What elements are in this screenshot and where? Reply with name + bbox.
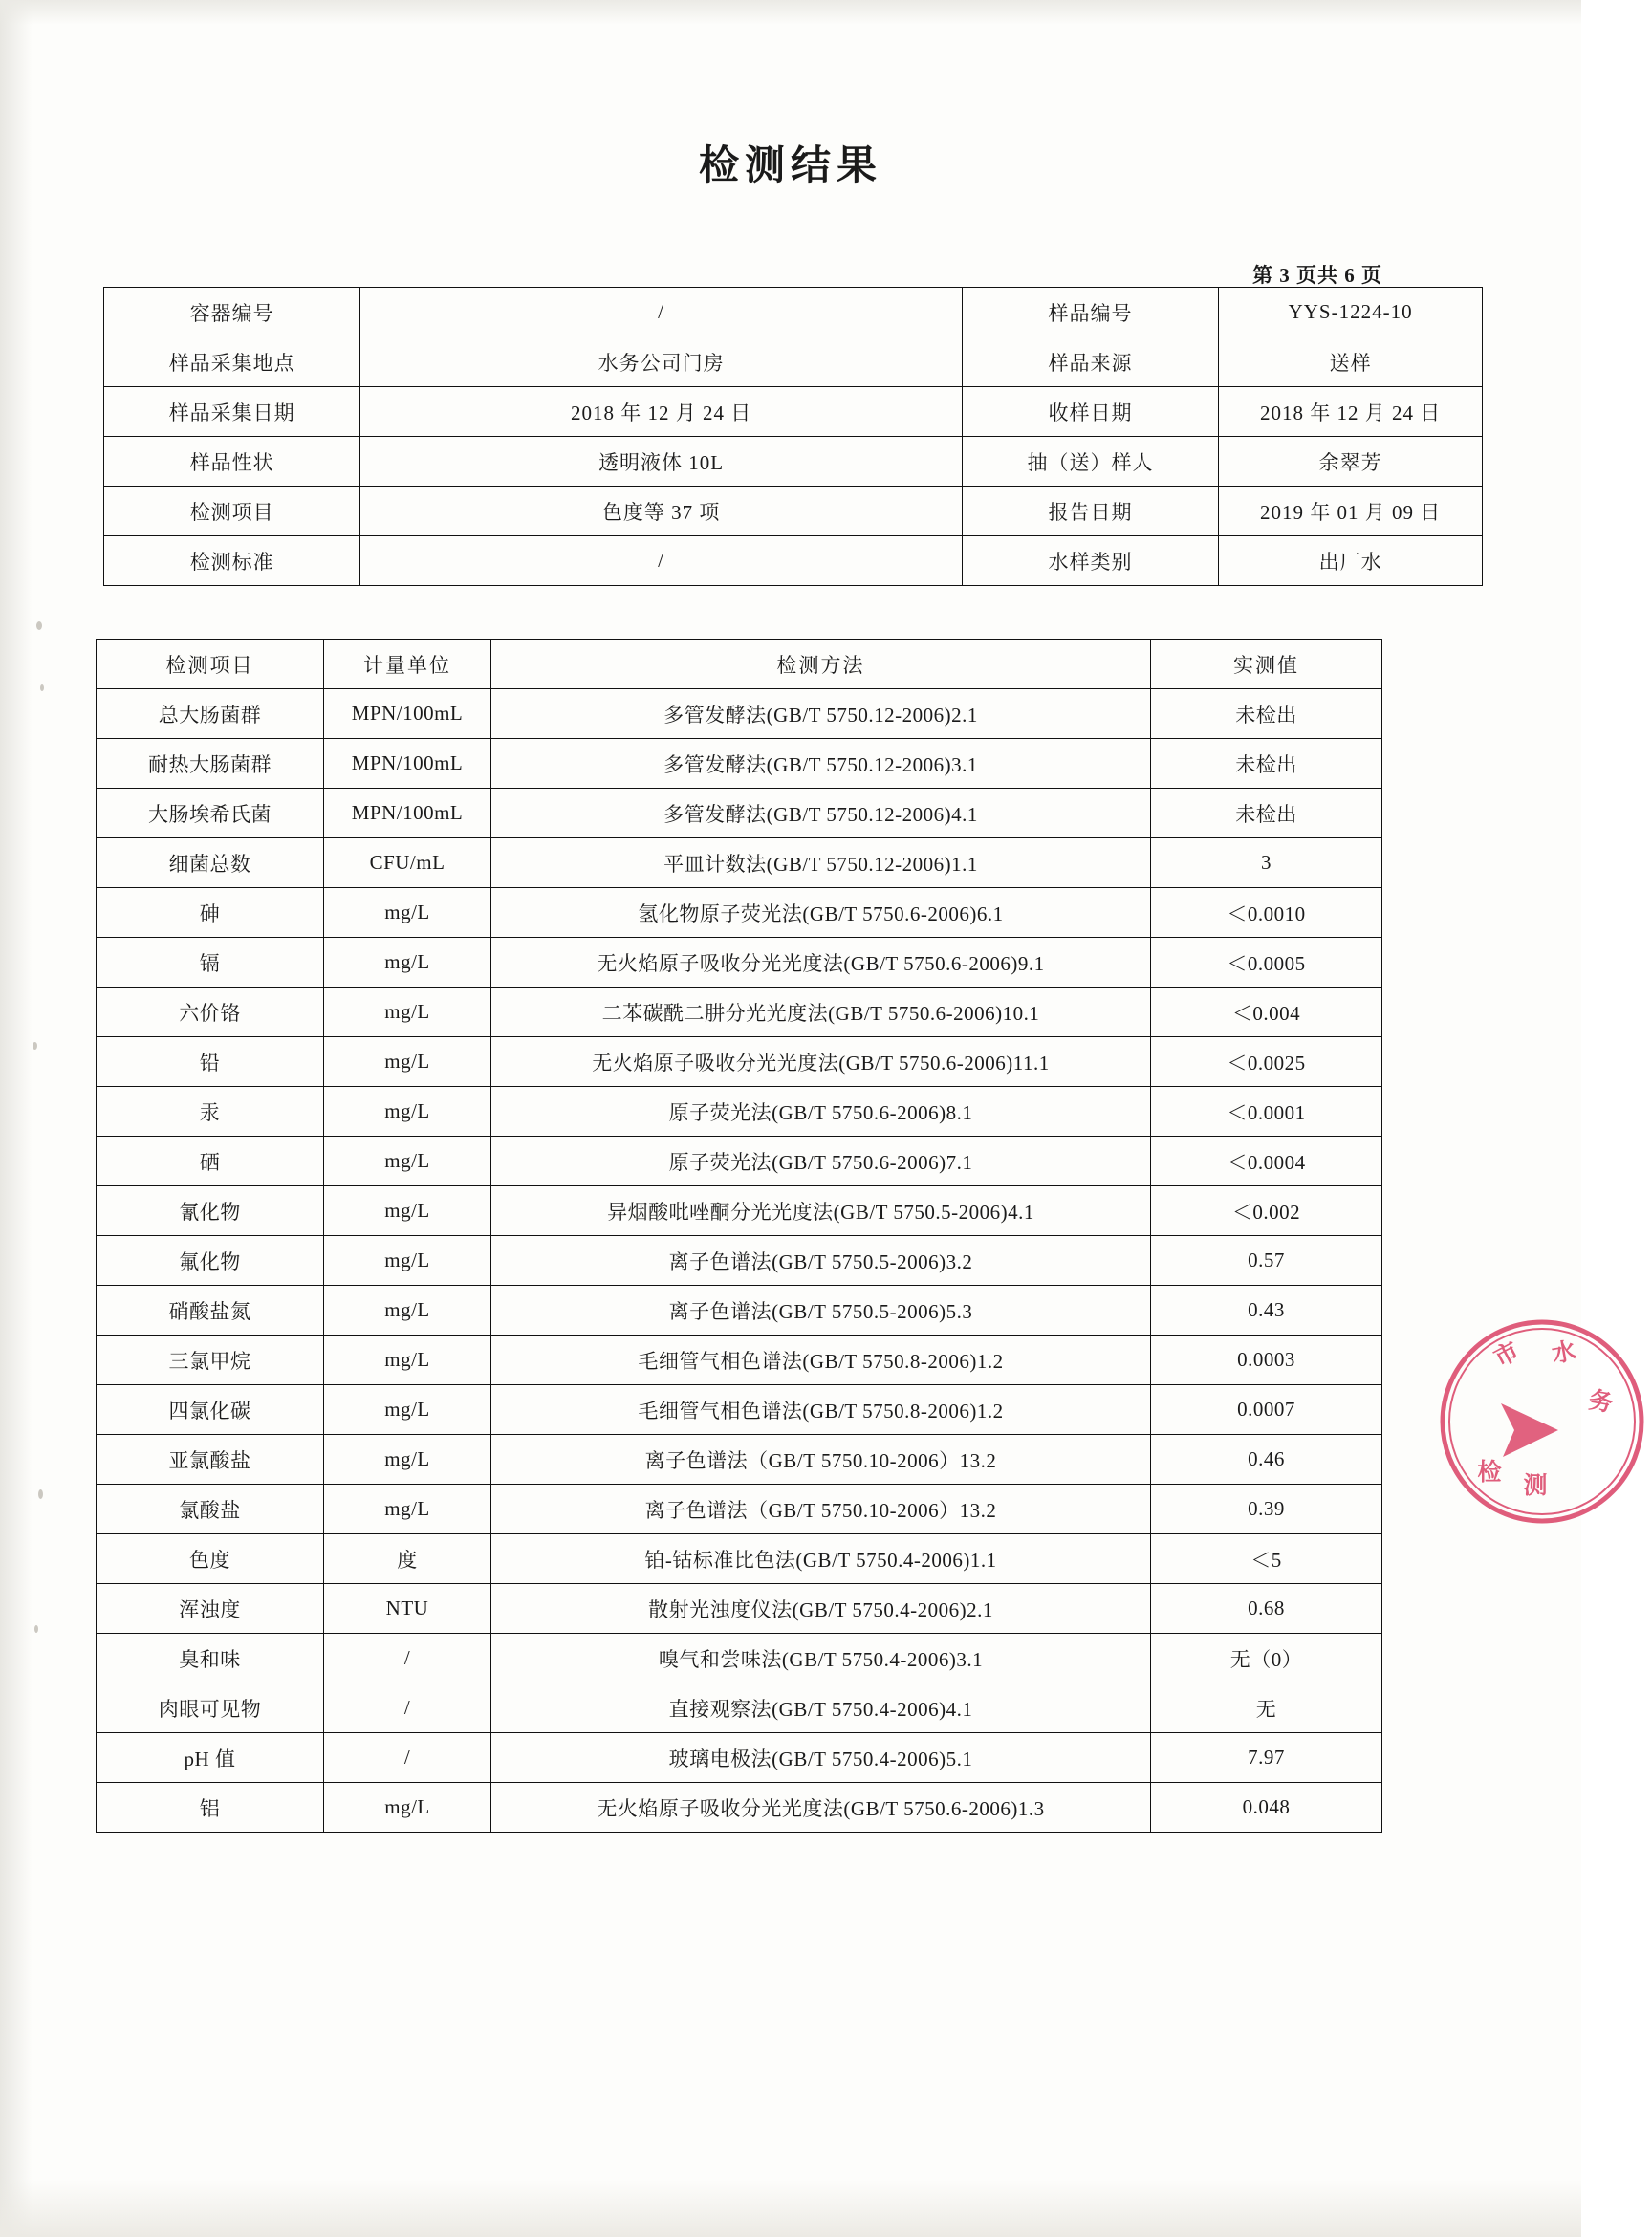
result-unit: mg/L — [324, 938, 491, 988]
table-row — [104, 536, 1483, 586]
scan-edge-top — [0, 0, 1581, 25]
result-item: 大肠埃希氏菌 — [97, 789, 324, 838]
table-row — [97, 888, 1382, 938]
result-item: 六价铬 — [97, 988, 324, 1037]
result-item: 臭和味 — [97, 1634, 324, 1683]
info-value: 透明液体 10L — [360, 437, 962, 487]
column-header-unit: 计量单位 — [324, 640, 491, 689]
result-unit: 度 — [324, 1534, 491, 1584]
result-unit: MPN/100mL — [324, 689, 491, 739]
result-value: 0.68 — [1151, 1584, 1382, 1634]
result-value: 无（0） — [1151, 1634, 1382, 1683]
table-row — [97, 1783, 1382, 1833]
result-value: 未检出 — [1151, 739, 1382, 789]
result-value: 0.46 — [1151, 1435, 1382, 1485]
result-value: 0.43 — [1151, 1286, 1382, 1336]
table-row — [97, 1137, 1382, 1186]
svg-text:务: 务 — [1586, 1385, 1616, 1418]
result-method: 离子色谱法(GB/T 5750.5-2006)5.3 — [491, 1286, 1151, 1336]
table-row — [97, 689, 1382, 739]
result-value: 7.97 — [1151, 1733, 1382, 1783]
scan-edge-bottom — [0, 2180, 1581, 2237]
info-label: 样品性状 — [104, 437, 360, 487]
table-row — [97, 838, 1382, 888]
result-method: 无火焰原子吸收分光光度法(GB/T 5750.6-2006)9.1 — [491, 938, 1151, 988]
official-seal-stamp — [1432, 1312, 1652, 1531]
result-unit: / — [324, 1683, 491, 1733]
result-unit: mg/L — [324, 1236, 491, 1286]
table-row — [97, 1087, 1382, 1137]
result-unit: mg/L — [324, 1485, 491, 1534]
info-label: 样品采集地点 — [104, 337, 360, 387]
result-item: 氰化物 — [97, 1186, 324, 1236]
result-item: 铅 — [97, 1037, 324, 1087]
result-unit: MPN/100mL — [324, 789, 491, 838]
result-method: 直接观察法(GB/T 5750.4-2006)4.1 — [491, 1683, 1151, 1733]
table-row — [97, 789, 1382, 838]
result-item: 砷 — [97, 888, 324, 938]
result-method: 离子色谱法（GB/T 5750.10-2006）13.2 — [491, 1485, 1151, 1534]
table-row — [97, 1485, 1382, 1534]
result-value: ＜5 — [1151, 1534, 1382, 1584]
result-method: 平皿计数法(GB/T 5750.12-2006)1.1 — [491, 838, 1151, 888]
result-value: ＜0.0010 — [1151, 888, 1382, 938]
info-label: 检测标准 — [104, 536, 360, 586]
result-method: 异烟酸吡唑酮分光光度法(GB/T 5750.5-2006)4.1 — [491, 1186, 1151, 1236]
info-value: / — [360, 288, 962, 337]
table-row — [97, 1336, 1382, 1385]
table-row — [97, 1385, 1382, 1435]
result-method: 多管发酵法(GB/T 5750.12-2006)2.1 — [491, 689, 1151, 739]
table-row — [97, 1534, 1382, 1584]
page-indicator: 第 3 页共 6 页 — [1252, 264, 1382, 287]
info-value: 2018 年 12 月 24 日 — [360, 387, 962, 437]
result-unit: NTU — [324, 1584, 491, 1634]
sample-info-table — [103, 287, 1483, 586]
result-method: 离子色谱法（GB/T 5750.10-2006）13.2 — [491, 1435, 1151, 1485]
page-title: 检测结果 — [698, 141, 882, 188]
table-row — [97, 1733, 1382, 1783]
result-method: 二苯碳酰二肼分光光度法(GB/T 5750.6-2006)10.1 — [491, 988, 1151, 1037]
info-label: 检测项目 — [104, 487, 360, 536]
result-unit: mg/L — [324, 1336, 491, 1385]
result-value: 无 — [1151, 1683, 1382, 1733]
result-item: 色度 — [97, 1534, 324, 1584]
result-item: 硝酸盐氮 — [97, 1286, 324, 1336]
info-value: 水务公司门房 — [360, 337, 962, 387]
result-value: 0.0003 — [1151, 1336, 1382, 1385]
info-value: 2018 年 12 月 24 日 — [1219, 387, 1483, 437]
svg-text:测: 测 — [1523, 1471, 1548, 1499]
result-item: 硒 — [97, 1137, 324, 1186]
table-row — [97, 1286, 1382, 1336]
result-value: ＜0.002 — [1151, 1186, 1382, 1236]
result-unit: mg/L — [324, 1286, 491, 1336]
result-item: 肉眼可见物 — [97, 1683, 324, 1733]
info-value: YYS-1224-10 — [1219, 288, 1483, 337]
info-label: 样品采集日期 — [104, 387, 360, 437]
column-header-method: 检测方法 — [491, 640, 1151, 689]
scan-speck — [40, 684, 44, 691]
result-value: ＜0.004 — [1151, 988, 1382, 1037]
result-method: 多管发酵法(GB/T 5750.12-2006)4.1 — [491, 789, 1151, 838]
table-row — [104, 387, 1483, 437]
info-value: 出厂水 — [1219, 536, 1483, 586]
table-row — [97, 1435, 1382, 1485]
table-row — [97, 1634, 1382, 1683]
info-value: 余翠芳 — [1219, 437, 1483, 487]
result-method: 多管发酵法(GB/T 5750.12-2006)3.1 — [491, 739, 1151, 789]
table-row — [97, 1037, 1382, 1087]
table-row — [97, 1186, 1382, 1236]
info-value: 2019 年 01 月 09 日 — [1219, 487, 1483, 536]
result-item: 亚氯酸盐 — [97, 1435, 324, 1485]
result-method: 玻璃电极法(GB/T 5750.4-2006)5.1 — [491, 1733, 1151, 1783]
table-row — [97, 1584, 1382, 1634]
table-header-row — [97, 640, 1382, 689]
result-value: 0.57 — [1151, 1236, 1382, 1286]
result-item: 浑浊度 — [97, 1584, 324, 1634]
table-row — [97, 1236, 1382, 1286]
scan-speck — [36, 621, 42, 630]
result-value: 未检出 — [1151, 689, 1382, 739]
result-item: 四氯化碳 — [97, 1385, 324, 1435]
result-item: 三氯甲烷 — [97, 1336, 324, 1385]
result-method: 氢化物原子荧光法(GB/T 5750.6-2006)6.1 — [491, 888, 1151, 938]
svg-text:检: 检 — [1477, 1458, 1502, 1486]
result-method: 毛细管气相色谱法(GB/T 5750.8-2006)1.2 — [491, 1385, 1151, 1435]
info-label: 抽（送）样人 — [962, 437, 1218, 487]
info-label: 容器编号 — [104, 288, 360, 337]
result-value: ＜0.0001 — [1151, 1087, 1382, 1137]
table-row — [97, 938, 1382, 988]
info-value: / — [360, 536, 962, 586]
result-unit: / — [324, 1634, 491, 1683]
result-item: 镉 — [97, 938, 324, 988]
table-row — [97, 988, 1382, 1037]
table-row — [104, 487, 1483, 536]
result-unit: MPN/100mL — [324, 739, 491, 789]
result-value: 0.0007 — [1151, 1385, 1382, 1435]
column-header-item: 检测项目 — [97, 640, 324, 689]
result-item: 细菌总数 — [97, 838, 324, 888]
info-label: 收样日期 — [962, 387, 1218, 437]
result-unit: mg/L — [324, 1137, 491, 1186]
result-unit: mg/L — [324, 1385, 491, 1435]
result-method: 原子荧光法(GB/T 5750.6-2006)7.1 — [491, 1137, 1151, 1186]
result-method: 铂-钴标准比色法(GB/T 5750.4-2006)1.1 — [491, 1534, 1151, 1584]
result-value: 3 — [1151, 838, 1382, 888]
result-item: pH 值 — [97, 1733, 324, 1783]
result-method: 原子荧光法(GB/T 5750.6-2006)8.1 — [491, 1087, 1151, 1137]
result-unit: mg/L — [324, 1435, 491, 1485]
result-item: 氟化物 — [97, 1236, 324, 1286]
result-value: ＜0.0004 — [1151, 1137, 1382, 1186]
result-method: 散射光浊度仪法(GB/T 5750.4-2006)2.1 — [491, 1584, 1151, 1634]
scan-speck — [34, 1625, 38, 1633]
result-item: 氯酸盐 — [97, 1485, 324, 1534]
result-item: 汞 — [97, 1087, 324, 1137]
result-method: 无火焰原子吸收分光光度法(GB/T 5750.6-2006)11.1 — [491, 1037, 1151, 1087]
result-unit: mg/L — [324, 988, 491, 1037]
info-label: 报告日期 — [962, 487, 1218, 536]
scan-speck — [38, 1489, 43, 1499]
result-unit: / — [324, 1733, 491, 1783]
table-row — [104, 437, 1483, 487]
test-results-table — [96, 639, 1382, 1833]
result-value: 0.39 — [1151, 1485, 1382, 1534]
scan-edge-left — [0, 0, 33, 2237]
info-label: 水样类别 — [962, 536, 1218, 586]
table-row — [97, 1683, 1382, 1733]
svg-text:水: 水 — [1549, 1336, 1578, 1368]
result-method: 无火焰原子吸收分光光度法(GB/T 5750.6-2006)1.3 — [491, 1783, 1151, 1833]
result-item: 铝 — [97, 1783, 324, 1833]
result-unit: mg/L — [324, 888, 491, 938]
result-method: 嗅气和尝味法(GB/T 5750.4-2006)3.1 — [491, 1634, 1151, 1683]
result-item: 总大肠菌群 — [97, 689, 324, 739]
table-row — [104, 288, 1483, 337]
result-method: 离子色谱法(GB/T 5750.5-2006)3.2 — [491, 1236, 1151, 1286]
table-row — [97, 739, 1382, 789]
result-unit: mg/L — [324, 1783, 491, 1833]
column-header-value: 实测值 — [1151, 640, 1382, 689]
result-value: ＜0.0025 — [1151, 1037, 1382, 1087]
result-unit: mg/L — [324, 1087, 491, 1137]
scan-speck — [33, 1042, 37, 1050]
result-value: 0.048 — [1151, 1783, 1382, 1833]
info-label: 样品来源 — [962, 337, 1218, 387]
table-row — [104, 337, 1483, 387]
info-value: 送样 — [1219, 337, 1483, 387]
svg-text:市: 市 — [1489, 1336, 1524, 1373]
info-label: 样品编号 — [962, 288, 1218, 337]
result-method: 毛细管气相色谱法(GB/T 5750.8-2006)1.2 — [491, 1336, 1151, 1385]
result-value: ＜0.0005 — [1151, 938, 1382, 988]
result-value: 未检出 — [1151, 789, 1382, 838]
info-value: 色度等 37 项 — [360, 487, 962, 536]
result-unit: CFU/mL — [324, 838, 491, 888]
result-unit: mg/L — [324, 1037, 491, 1087]
result-item: 耐热大肠菌群 — [97, 739, 324, 789]
result-unit: mg/L — [324, 1186, 491, 1236]
